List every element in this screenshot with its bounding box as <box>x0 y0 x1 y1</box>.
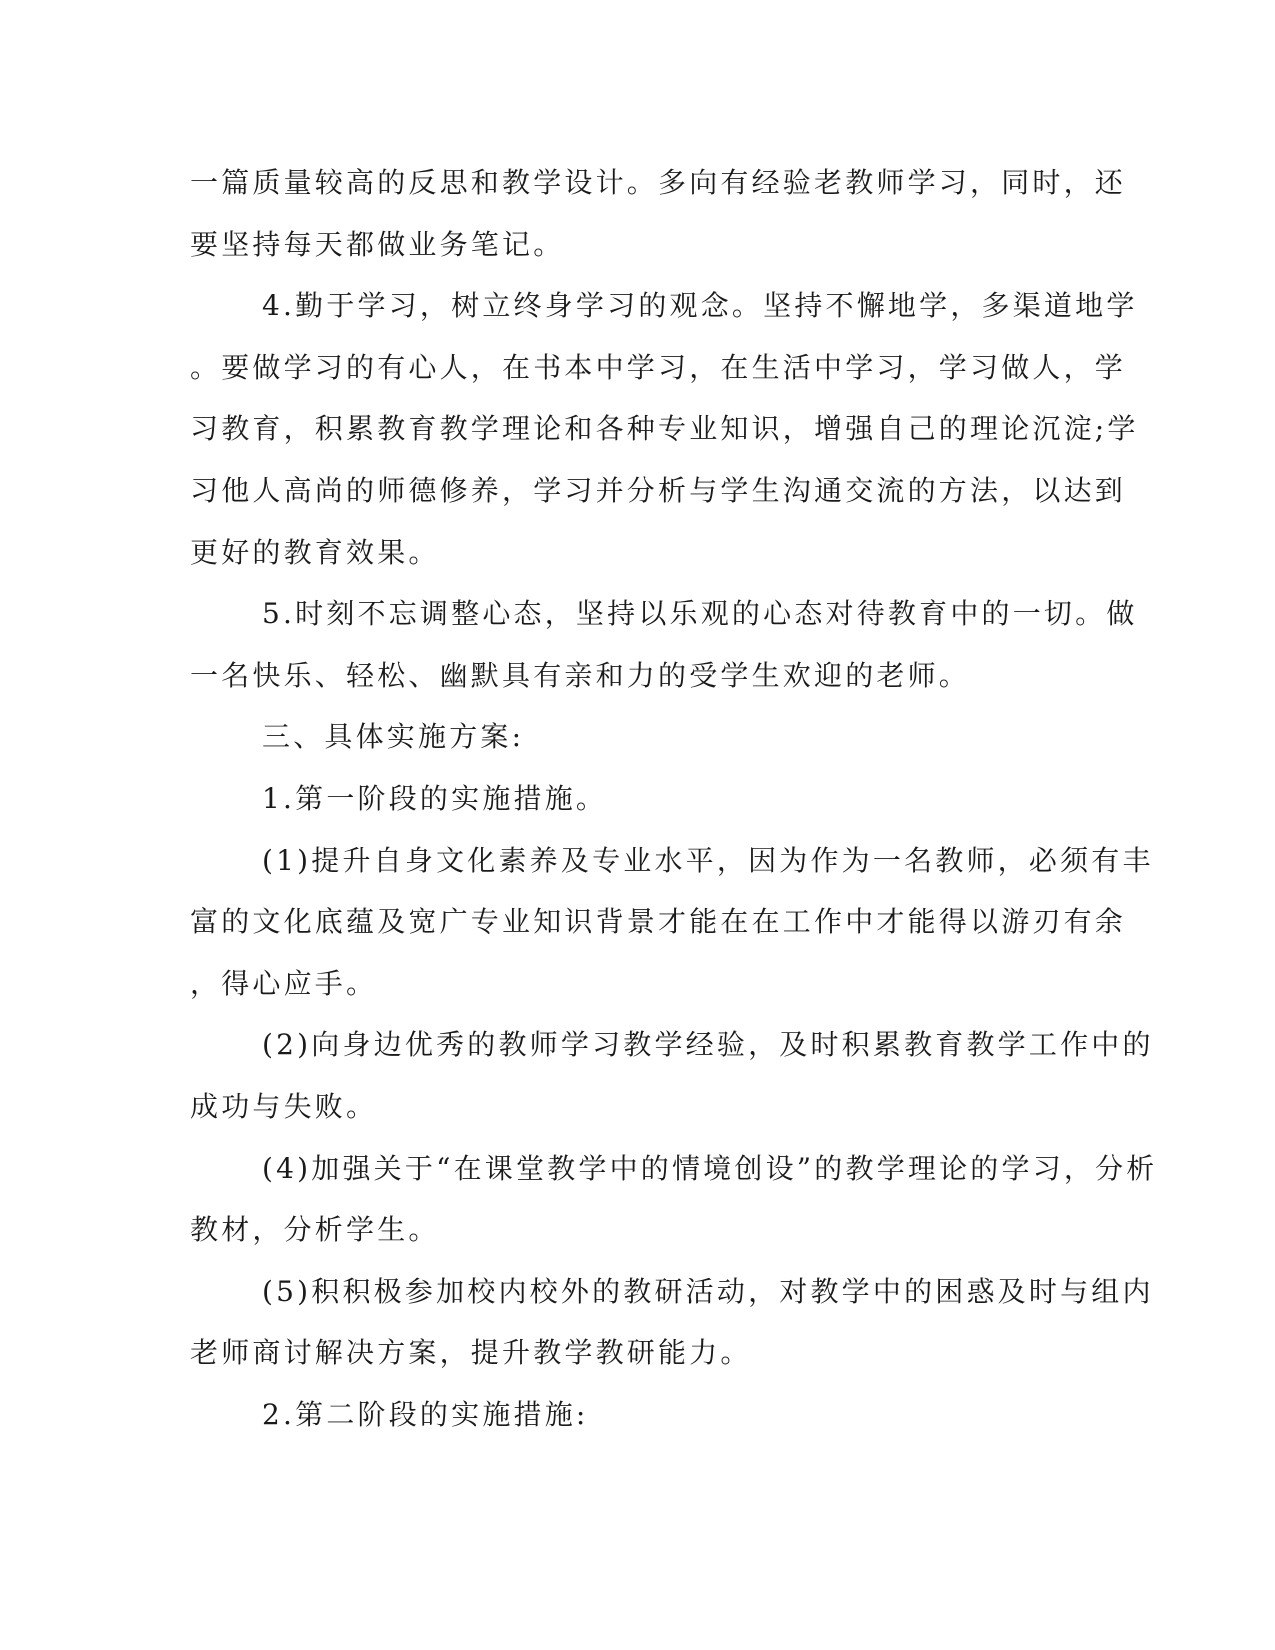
text-line: 老师商讨解决方案，提升教学教研能力。 <box>190 1336 752 1370</box>
body-text <box>190 152 1158 1445</box>
text-line: 三、具体实施方案: <box>262 720 525 754</box>
text-line: 4.勤于学习，树立终身学习的观念。坚持不懈地学，多渠道地学 <box>262 289 1138 323</box>
text-line: (4)加强关于“在课堂教学中的情境创设”的教学理论的学习，分析 <box>262 1151 1158 1185</box>
text-line: 1.第一阶段的实施措施。 <box>262 781 608 815</box>
text-line: 富的文化底蕴及宽广专业知识背景才能在在工作中才能得以游刃有余 <box>190 905 1127 939</box>
text-line: 2.第二阶段的实施措施: <box>262 1397 589 1431</box>
text-line: ，得心应手。 <box>190 966 378 1000</box>
text-line: 教材，分析学生。 <box>190 1213 440 1247</box>
text-line: 5.时刻不忘调整心态，坚持以乐观的心态对待教育中的一切。做 <box>262 597 1138 631</box>
text-line: 习教育，积累教育教学理论和各种专业知识，增强自己的理论沉淀;学 <box>190 412 1139 446</box>
text-line: 要坚持每天都做业务笔记。 <box>190 227 565 261</box>
text-line: 更好的教育效果。 <box>190 535 440 569</box>
text-line: 一篇质量较高的反思和教学设计。多向有经验老教师学习，同时，还 <box>190 166 1127 199</box>
text-line: (1)提升自身文化素养及专业水平，因为作为一名教师，必须有丰 <box>262 843 1154 877</box>
text-line: 习他人高尚的师德修养，学习并分析与学生沟通交流的方法，以达到 <box>190 473 1127 507</box>
text-line: (5)积积极参加校内校外的教研活动，对教学中的困惑及时与组内 <box>262 1274 1154 1308</box>
text-line: 一名快乐、轻松、幽默具有亲和力的受学生欢迎的老师。 <box>190 658 971 692</box>
text-line: (2)向身边优秀的教师学习教学经验，及时积累教育教学工作中的 <box>262 1028 1154 1062</box>
text-line: 。要做学习的有心人，在书本中学习，在生活中学习，学习做人，学 <box>190 350 1127 384</box>
text-line: 成功与失败。 <box>190 1089 378 1123</box>
